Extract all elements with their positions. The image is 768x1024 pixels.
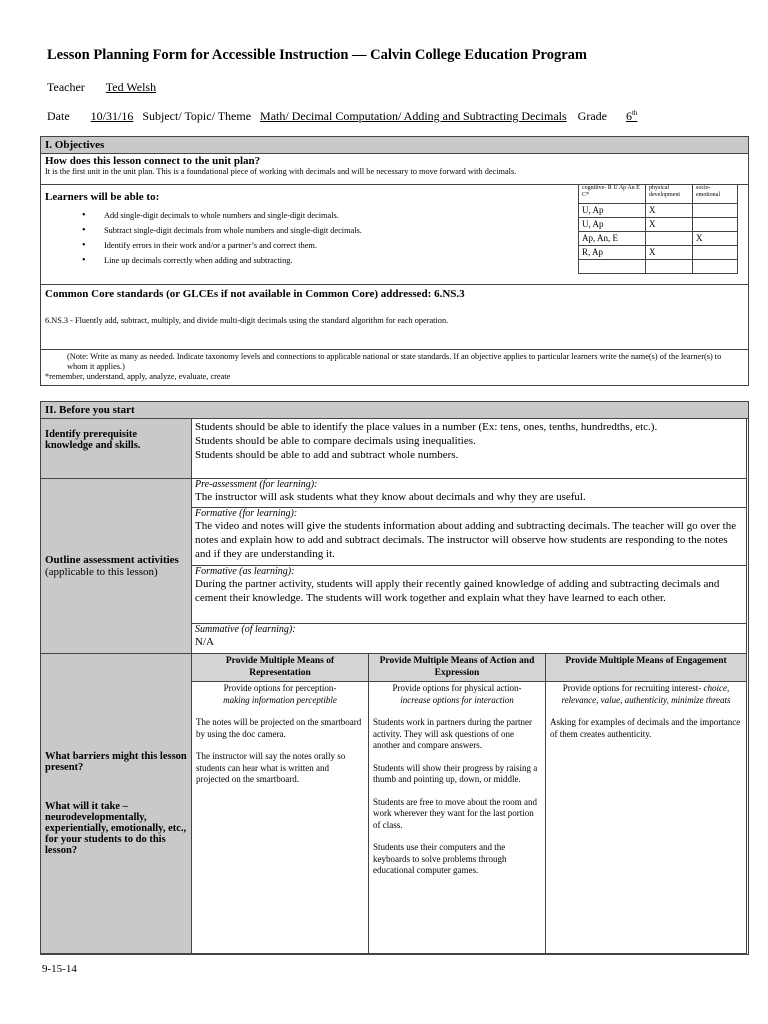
standards-text: 6.NS.3 - Fluently add, subtract, multiply, and divide multi-digit decimals using the standard algorithm for each operation.: [45, 316, 449, 325]
prereq-line: Students should be able to compare decimals using inequalities.: [195, 435, 476, 447]
teacher-line: [47, 80, 516, 95]
taxonomy-row: R, Ap X: [579, 246, 738, 260]
engagement-cell: [546, 682, 747, 954]
before-section: [40, 401, 749, 955]
objectives-section: [40, 136, 749, 386]
summative-label: Summative (of learning):: [195, 624, 296, 635]
representation-para: The instructor will say the notes orally so students can hear what is written and projected on the smartboard.: [196, 751, 346, 784]
prereq-cell: [192, 419, 747, 479]
taxonomy-header: socio- emotional: [693, 185, 738, 204]
objective-item: • Identify errors in their work and/or a partner’s and correct them.: [57, 238, 362, 253]
formative-as-label: Formative (as learning):: [195, 566, 295, 577]
engagement-header: Provide Multiple Means of Engagement: [546, 654, 747, 682]
date-label: Date: [47, 109, 70, 123]
taxonomy-key: *remember, understand, apply, analyze, evaluate, create: [45, 372, 231, 381]
learners-heading: Learners will be able to:: [45, 191, 160, 203]
subject-label: Subject/ Topic/ Theme: [142, 109, 252, 123]
taxonomy-table: [578, 184, 738, 274]
objectives-note: (Note: Write as many as needed. Indicate taxonomy levels and connections to applicable national or state standards. If an objective applies to particular learners write the name(s) of the learner(s) to whom it applies.): [67, 352, 722, 371]
objectives-list: [57, 208, 362, 268]
standards-heading: Common Core standards (or GLCEs if not available in Common Core) addressed: 6.NS.3: [45, 288, 465, 300]
objectives-heading: I. Objectives: [41, 137, 748, 154]
taxonomy-row: Ap, An, E X: [579, 232, 738, 246]
grade-label: Grade: [577, 109, 607, 123]
grade-value: 6th: [625, 109, 638, 123]
unit-answer: It is the first unit in the unit plan. This is a foundational piece of working with decimals and will be necessary to move forward with decimals.: [45, 167, 517, 176]
action-lead-italic: increase options for interaction: [400, 694, 514, 705]
unit-question: How does this lesson connect to the unit plan?: [45, 155, 261, 167]
pre-assessment-cell: [192, 479, 747, 508]
representation-lead-italic: making information perceptible: [223, 694, 337, 705]
engagement-lead: Provide options for recruiting interest-: [562, 683, 702, 693]
objective-item: • Line up decimals correctly when adding and subtracting.: [57, 253, 362, 268]
taxonomy-row: U, Ap X: [579, 204, 738, 218]
prereq-label: Identify prerequisite knowledge and skills.: [41, 419, 192, 479]
prereq-line: Students should be able to identify the place values in a number (Ex: tens, ones, tenths, hundredths, etc.).: [195, 421, 658, 433]
action-para: Students use their computers and the keyboards to solve problems through educational computer games.: [373, 842, 507, 875]
pre-assessment-label: Pre-assessment (for learning):: [195, 479, 318, 490]
action-para: Students are free to move about the room and work wherever they want for the last portion of class.: [373, 796, 537, 830]
formative-as-text: During the partner activity, students will apply their recently gained knowledge of adding and subtracting decimals and cement their knowledge. The students will work together and explain what they have learned to each other.: [195, 578, 720, 604]
engagement-para: Asking for examples of decimals and the importance of them creates authenticity.: [550, 717, 741, 739]
summative-text: N/A: [195, 636, 214, 648]
objective-item: • Subtract single-digit decimals from whole numbers and single-digit decimals.: [57, 223, 362, 238]
taxonomy-header: cognitive- R U Ap An E C*: [579, 185, 646, 204]
representation-lead: Provide options for perception-: [223, 683, 337, 693]
action-expression-header: Provide Multiple Means of Action and Expression: [369, 654, 546, 682]
formative-for-text: The video and notes will give the students information about adding and subtracting decimals. The teacher will go over the notes and explain how to add and subtract decimals. The instructor will observe how students are responding to the notes and if they are understanding it.: [195, 520, 737, 560]
assessment-label-cell: [41, 479, 192, 654]
assessment-label: Outline assessment activities: [45, 554, 179, 566]
objective-item: • Add single-digit decimals to whole numbers and single-digit decimals.: [57, 208, 362, 223]
summative-cell: [192, 624, 747, 654]
take-question: What will it take – neurodevelopmentally, experientially, emotionally, etc., for your students to do this lesson?: [45, 801, 187, 856]
action-expression-cell: [369, 682, 546, 954]
engagement-lead-italic: choice, relevance, value, authenticity, minimize threats: [561, 683, 731, 705]
representation-para: The notes will be projected on the smartboard by using the doc camera.: [196, 717, 362, 739]
formative-as-cell: [192, 566, 747, 624]
page-title: Lesson Planning Form for Accessible Instruction — Calvin College Education Program: [47, 47, 587, 63]
formative-for-cell: [192, 508, 747, 566]
taxonomy-row: [579, 260, 738, 274]
before-heading: II. Before you start: [41, 402, 748, 419]
taxonomy-row: U, Ap X: [579, 218, 738, 232]
action-para: Students will show their progress by raising a thumb and pointing up, down, or middle.: [373, 762, 538, 784]
subject-value: Math/ Decimal Computation/ Adding and Subtracting Decimals: [260, 109, 567, 123]
assessment-sub: (applicable to this lesson): [45, 566, 158, 578]
date-line: [47, 109, 647, 124]
prereq-line: Students should be able to add and subtract whole numbers.: [195, 449, 459, 461]
formative-for-label: Formative (for learning):: [195, 508, 298, 519]
date-value: 10/31/16: [90, 109, 134, 123]
taxonomy-header: physical development: [646, 185, 693, 204]
barriers-cell: [41, 654, 192, 954]
pre-assessment-text: The instructor will ask students what they know about decimals and why they are useful.: [195, 491, 586, 503]
before-table: [40, 418, 747, 954]
representation-cell: [192, 682, 369, 954]
teacher-value: Ted Welsh: [105, 80, 157, 94]
representation-header: Provide Multiple Means of Representation: [192, 654, 369, 682]
teacher-label: Teacher: [47, 80, 85, 94]
barriers-question: What barriers might this lesson present?: [45, 751, 187, 773]
action-para: Students work in partners during the partner activity. They will ask questions of one another and compare answers.: [373, 717, 532, 750]
footer-date: 9-15-14: [42, 963, 77, 975]
action-lead: Provide options for physical action-: [392, 683, 522, 693]
